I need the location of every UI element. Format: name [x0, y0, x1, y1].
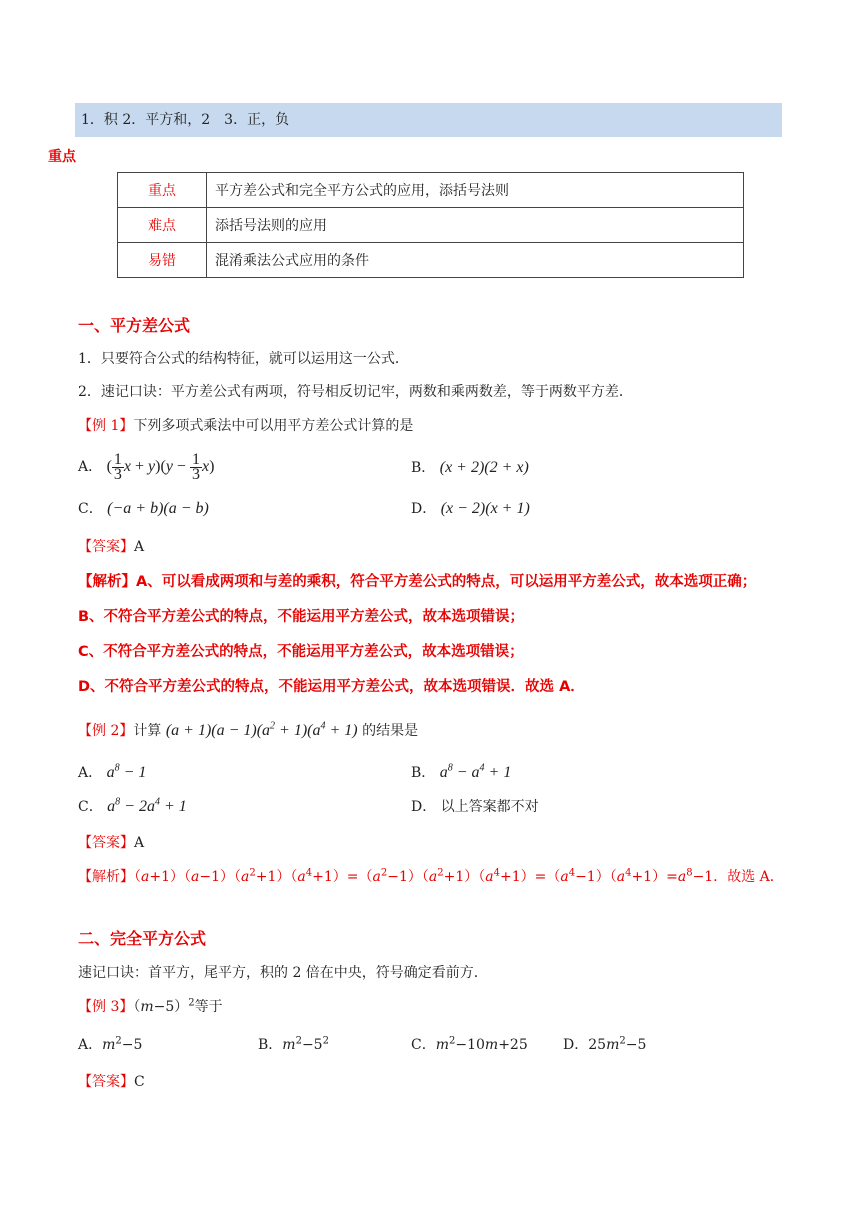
- answer-tag: 【答案】: [78, 1074, 134, 1090]
- row-label: 难点: [118, 208, 207, 243]
- formula: ( $\frac{1}{3}$ x + y)(y − $\frac{1}{3}$ x): [106, 450, 215, 483]
- option-label: A．: [78, 1037, 103, 1053]
- paragraph: 1．只要符合公式的结构特征，就可以运用这一公式．: [78, 351, 409, 367]
- option-b: [258, 1034, 329, 1054]
- answer-line: [78, 832, 144, 852]
- question-text: 的结果是: [362, 723, 419, 739]
- formula: $m^2-5^2$: [282, 1035, 329, 1053]
- row-content: 混淆乘法公式应用的条件: [207, 243, 744, 278]
- example-2-question: [78, 720, 418, 740]
- analysis-line: [78, 866, 784, 886]
- option-a: [78, 762, 146, 782]
- table-row: [118, 173, 744, 208]
- answers-band: 1．积 2．平方和，2 3．正，负: [75, 103, 782, 137]
- option-label: D．: [411, 501, 437, 517]
- formula: (−a + b)(a − b): [107, 500, 209, 517]
- answer-value: A: [134, 539, 145, 555]
- formula: $a^8 - 2a^4 + 1$: [107, 796, 187, 815]
- formula: $m^2-10m+25$: [435, 1035, 528, 1053]
- option-c: [411, 1034, 528, 1054]
- option-a: [78, 447, 214, 487]
- formula: $(a + 1)(a - 1)(a^2 + 1)(a^4 + 1)$: [165, 720, 358, 739]
- option-b: [411, 762, 511, 782]
- analysis-line: B、不符合平方差公式的特点，不能运用平方差公式，故本选项错误；: [78, 609, 525, 625]
- row-content: 平方差公式和完全平方公式的应用，添括号法则: [207, 173, 744, 208]
- option-label: B．: [411, 460, 436, 476]
- formula: (x − 2)(x + 1): [440, 500, 530, 517]
- section-1-title: 一、平方差公式: [78, 316, 191, 335]
- example-3-question: [78, 996, 223, 1016]
- paragraph: 速记口诀：首平方，尾平方，积的 2 倍在中央，符号确定看前方．: [78, 965, 488, 981]
- option-label: A．: [78, 765, 103, 781]
- formula: $(m-5)^2$: [133, 997, 195, 1015]
- example-tag: 【例 3】: [78, 999, 134, 1015]
- formula: $a^8 - a^4 + 1$: [439, 762, 512, 781]
- option-c: [78, 796, 187, 816]
- option-d: [563, 1034, 646, 1054]
- answer-value: A: [134, 835, 145, 851]
- example-1-question: [78, 415, 413, 435]
- option-text: 以上答案都不对: [440, 799, 539, 815]
- example-tag: 【例 1】: [78, 418, 134, 434]
- formula: $a^8 - 1$: [106, 762, 147, 781]
- option-label: C．: [78, 501, 103, 517]
- section-2-title: 二、完全平方公式: [78, 929, 207, 948]
- formula: $m^2-5$: [102, 1035, 143, 1053]
- paragraph: 2．速记口诀：平方差公式有两项，符号相反切记牢，两数和乘两数差，等于两数平方差．: [78, 384, 633, 400]
- formula: $(a+1)(a-1)(a^2+1)(a^4+1)=(a^2-1)(a^2+1)(a^4+1)=(a^4-1)(a^4+1)=a^8-1$: [134, 867, 714, 885]
- option-label: C．: [411, 1037, 436, 1053]
- analysis-line: D、不符合平方差公式的特点，不能运用平方差公式，故本选项错误．故选 A．: [78, 679, 585, 695]
- analysis-line: 【解析】A、可以看成两项和与差的乘积，符合平方差公式的特点，可以运用平方差公式，故本选项正确；: [78, 574, 757, 590]
- formula: (x + 2)(2 + x): [439, 459, 529, 476]
- option-label: D．: [411, 799, 437, 815]
- answer-tag: 【答案】: [78, 835, 134, 851]
- key-points-table: [117, 172, 744, 278]
- analysis-tag: 【解析】: [78, 869, 134, 885]
- table-row: [118, 208, 744, 243]
- formula: $25m^2-5$: [588, 1035, 647, 1053]
- analysis-line: C、不符合平方差公式的特点，不能运用平方差公式，故本选项错误；: [78, 644, 524, 660]
- table-row: [118, 243, 744, 278]
- option-c: [78, 498, 209, 518]
- option-label: C．: [78, 799, 103, 815]
- example-tag: 【例 2】: [78, 723, 134, 739]
- answer-tag: 【答案】: [78, 539, 134, 555]
- option-d: [411, 796, 539, 816]
- row-label: 易错: [118, 243, 207, 278]
- option-label: B．: [411, 765, 436, 781]
- analysis-conclusion: ．故选 A．: [713, 869, 784, 885]
- row-content: 添括号法则的应用: [207, 208, 744, 243]
- key-points-label: 重点: [48, 149, 76, 165]
- answer-value: C: [134, 1074, 145, 1090]
- option-label: B．: [258, 1037, 283, 1053]
- question-text: 等于: [194, 999, 223, 1015]
- row-label: 重点: [118, 173, 207, 208]
- question-text: 计算: [133, 723, 162, 739]
- option-label: D．: [563, 1037, 589, 1053]
- option-d: [411, 498, 530, 518]
- option-label: A．: [78, 459, 103, 475]
- question-text: 下列多项式乘法中可以用平方差公式计算的是: [133, 418, 414, 434]
- option-a: [78, 1034, 142, 1054]
- answer-line: [78, 1071, 145, 1091]
- answer-line: [78, 536, 144, 556]
- option-b: [411, 457, 529, 477]
